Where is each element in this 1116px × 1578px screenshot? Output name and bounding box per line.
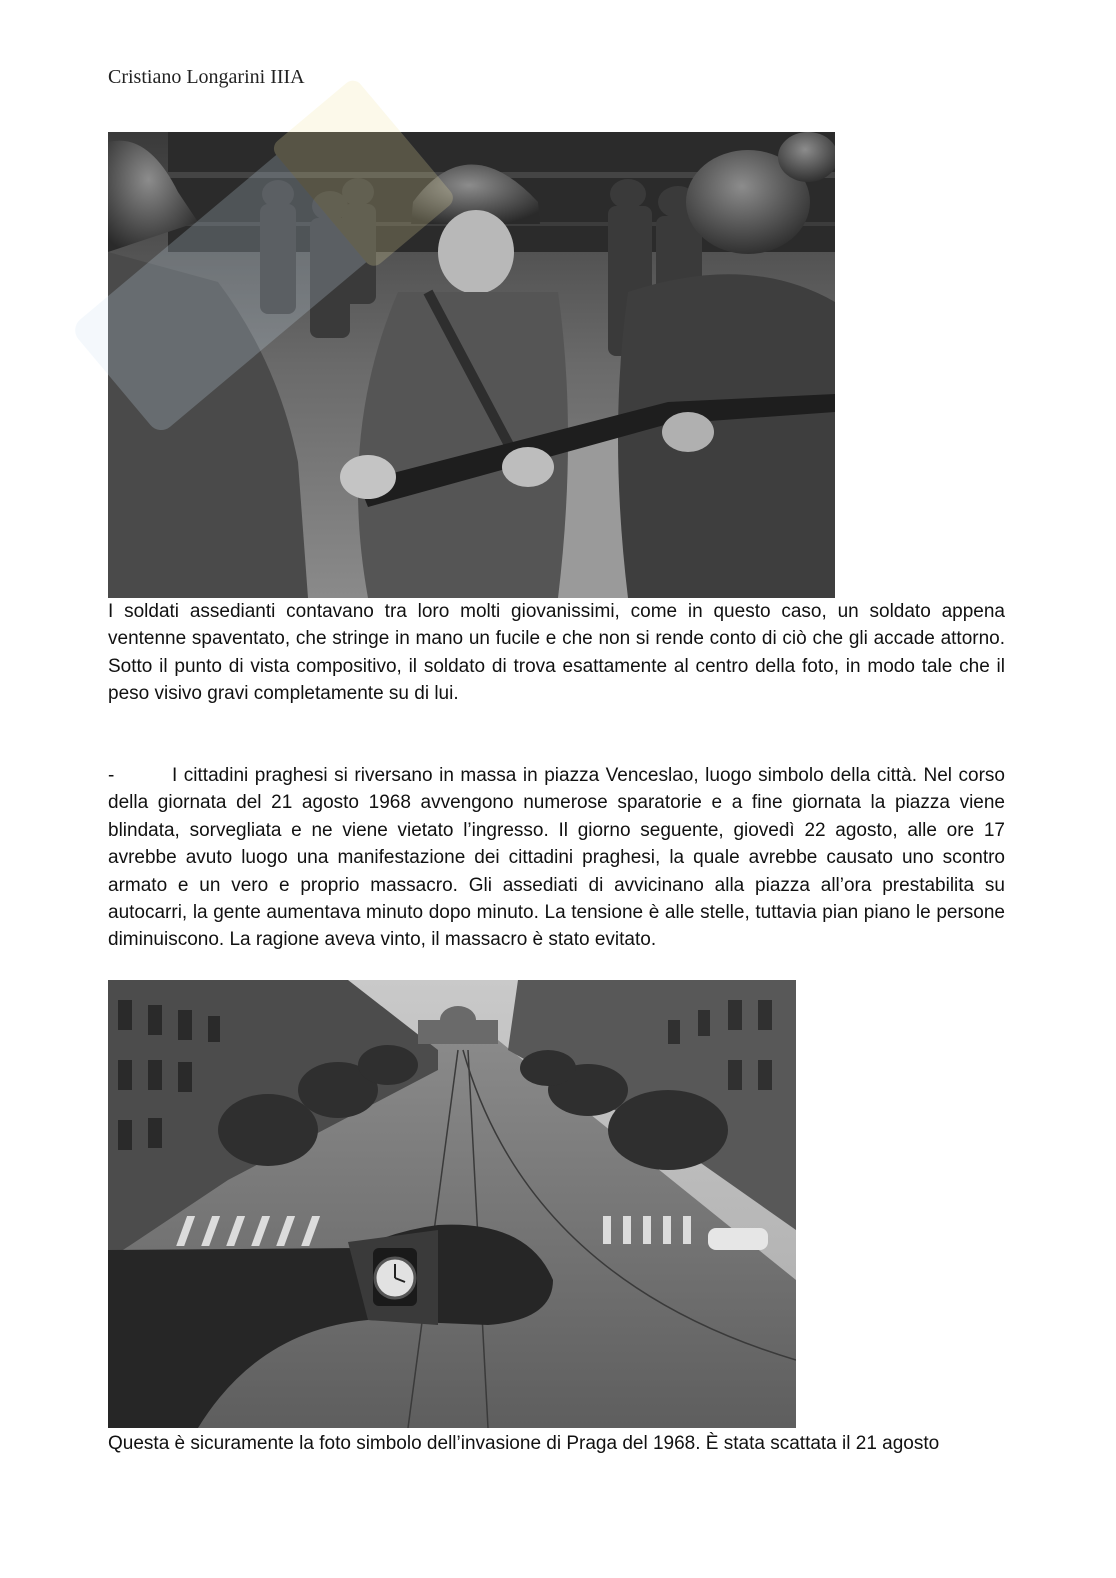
square-caption: Questa è sicuramente la foto simbolo dell’invasione di Praga del 1968. È stata scattata il 21 agosto [108, 1433, 940, 1454]
body-paragraph-text: I cittadini praghesi si riversano in massa in piazza Venceslao, luogo simbolo della città. Nel corso della giornata del 21 agosto 1968 avvengono numerose sparatorie e a fine giornata la piazza viene blindata, sorvegliata e ne viene vietato l’ingresso. Il giorno seguente, giovedì 22 agosto, alle ore 17 avrebbe avuto luogo una manifestazione dei cittadini praghesi, la quale avrebbe causato uno scontro armato e un vero e proprio massacro. Gli assediati di avvicinano alla piazza all’ora prestabilita su autocarri, la gente aumentava minuto dopo minuto. La tensione è alle stelle, tuttavia pian piano le persone diminuiscono. La ragione aveva vinto, il massacro è stato evitato. [108, 765, 1005, 951]
soldiers-caption: I soldati assedianti contavano tra loro molti giovanissimi, come in questo caso, un soldato appena ventenne spaventato, che stringe in mano un fucile e che non si rende conto di ciò che gli accade attorno. Sotto il punto di vista compositivo, il soldato di trova esattamente al centro della foto, in modo tale che il peso visivo gravi completamente su di lui. [108, 601, 1005, 705]
list-bullet: - [108, 765, 115, 786]
soldiers-photo [108, 132, 835, 598]
wenceslas-square-photo [108, 980, 796, 1428]
author-heading: Cristiano Longarini IIIA [108, 66, 305, 88]
body-paragraph [108, 762, 1005, 954]
